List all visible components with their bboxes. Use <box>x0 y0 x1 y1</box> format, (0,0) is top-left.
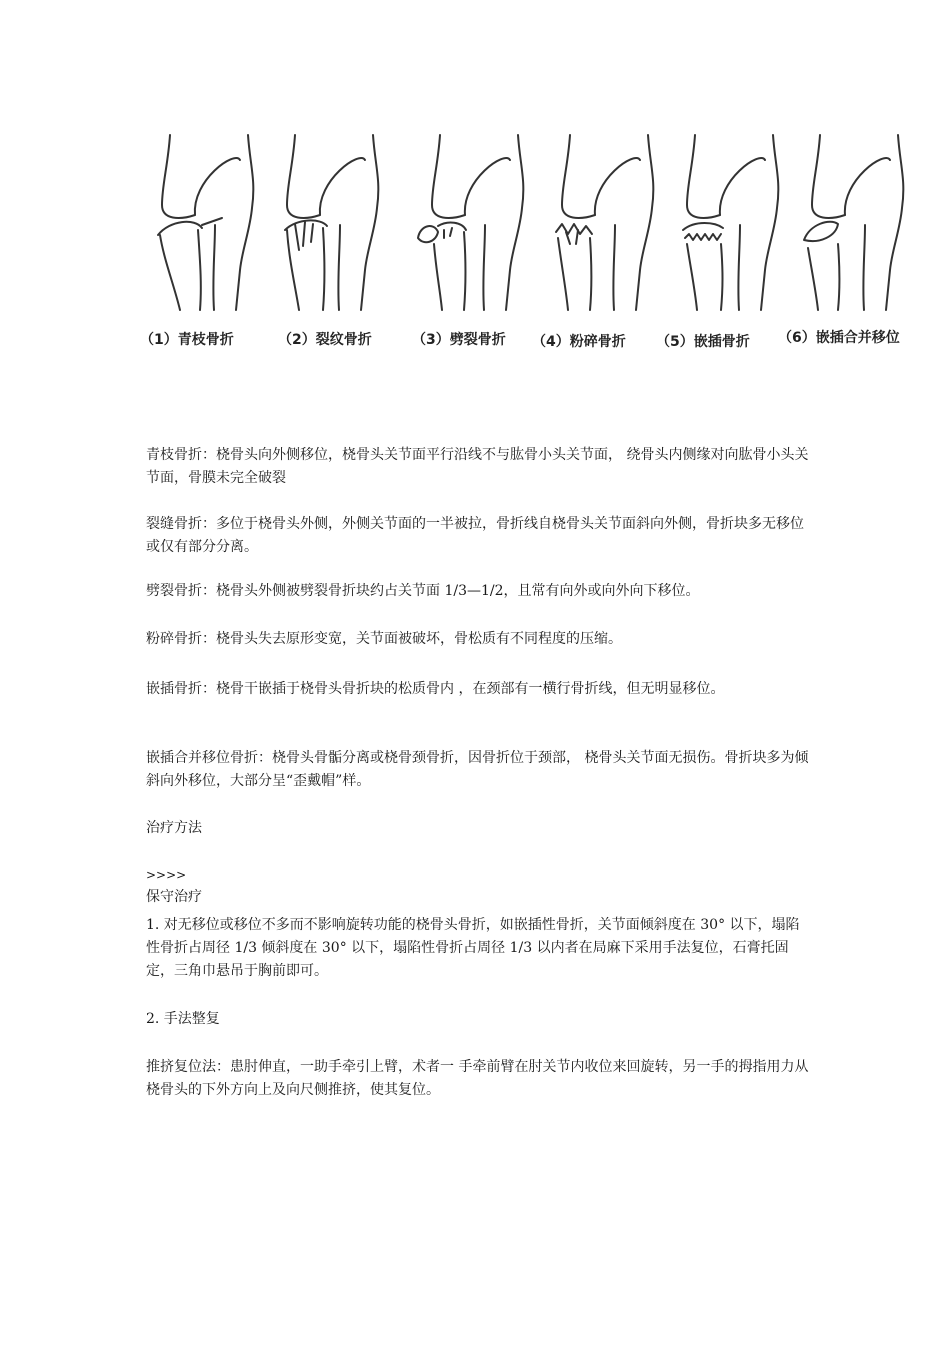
illustration-comminuted <box>556 135 653 310</box>
paragraph-split: 劈裂骨折：桡骨头外侧被劈裂骨折块约占关节面 1/3—1/2，且常有向外或向外向下移位。 <box>146 583 700 599</box>
paragraph-comminuted: 粉碎骨折：桡骨头失去原形变宽，关节面被破坏，骨松质有不同程度的压缩。 <box>146 631 622 647</box>
heading-conservative: 保守治疗 <box>146 889 202 905</box>
paragraph-reduction-method: 推挤复位法：患肘伸直，一助手牵引上臂，术者一 手牵前臂在肘关节内收位来回旋转，另一手的拇指用力从桡骨头的下外方向上及向尺侧推挤，使其复位。 <box>146 1059 809 1098</box>
section-marker: >>>> <box>146 868 187 882</box>
fracture-types-figure <box>140 120 920 370</box>
list-item-1: 1. 对无移位或移位不多而不影响旋转功能的桡骨头骨折，如嵌插性骨折，关节面倾斜度在 30° 以下，塌陷性骨折占周径 1/3 倾斜度在 30° 以下，塌陷性骨折占周径 1/3 以内者在局麻下采用手法复位，石膏托固定，三角巾悬吊于胸前即可。 <box>146 917 800 979</box>
illustration-impacted <box>683 135 778 310</box>
list-item-2: 2. 手法整复 <box>146 1011 220 1027</box>
caption-4: （4）粉碎骨折 <box>532 334 626 350</box>
heading-treatment: 治疗方法 <box>146 820 202 836</box>
paragraph-fissure: 裂缝骨折：多位于桡骨头外侧，外侧关节面的一半被拉，骨折线自桡骨头关节面斜向外侧，骨折块多无移位或仅有部分分离。 <box>146 516 804 555</box>
paragraph-greenstick: 青枝骨折：桡骨头向外侧移位，桡骨头关节面平行沿线不与肱骨小头关节面， 绕骨头内侧缘对向肱骨小头关节面，骨膜未完全破裂 <box>146 447 809 486</box>
illustration-fissure <box>285 135 378 310</box>
caption-5: （5）嵌插骨折 <box>656 334 750 350</box>
caption-3: （3）劈裂骨折 <box>412 332 506 348</box>
paragraph-impacted-displaced: 嵌插合并移位骨折：桡骨头骨骺分离或桡骨颈骨折，因骨折位于颈部， 桡骨头关节面无损伤。骨折块多为倾斜向外移位，大部分呈“歪戴帽”样。 <box>146 750 809 789</box>
caption-6: （6）嵌插合并移位 <box>778 330 900 346</box>
paragraph-impacted: 嵌插骨折：桡骨干嵌插于桡骨头骨折块的松质骨内 ，在颈部有一横行骨折线，但无明显移位。 <box>146 681 725 697</box>
illustration-greenstick <box>158 135 253 310</box>
caption-1: （1）青枝骨折 <box>140 332 234 348</box>
illustration-split <box>418 135 523 310</box>
illustration-impacted-displaced <box>804 135 903 310</box>
caption-2: （2）裂纹骨折 <box>278 332 372 348</box>
